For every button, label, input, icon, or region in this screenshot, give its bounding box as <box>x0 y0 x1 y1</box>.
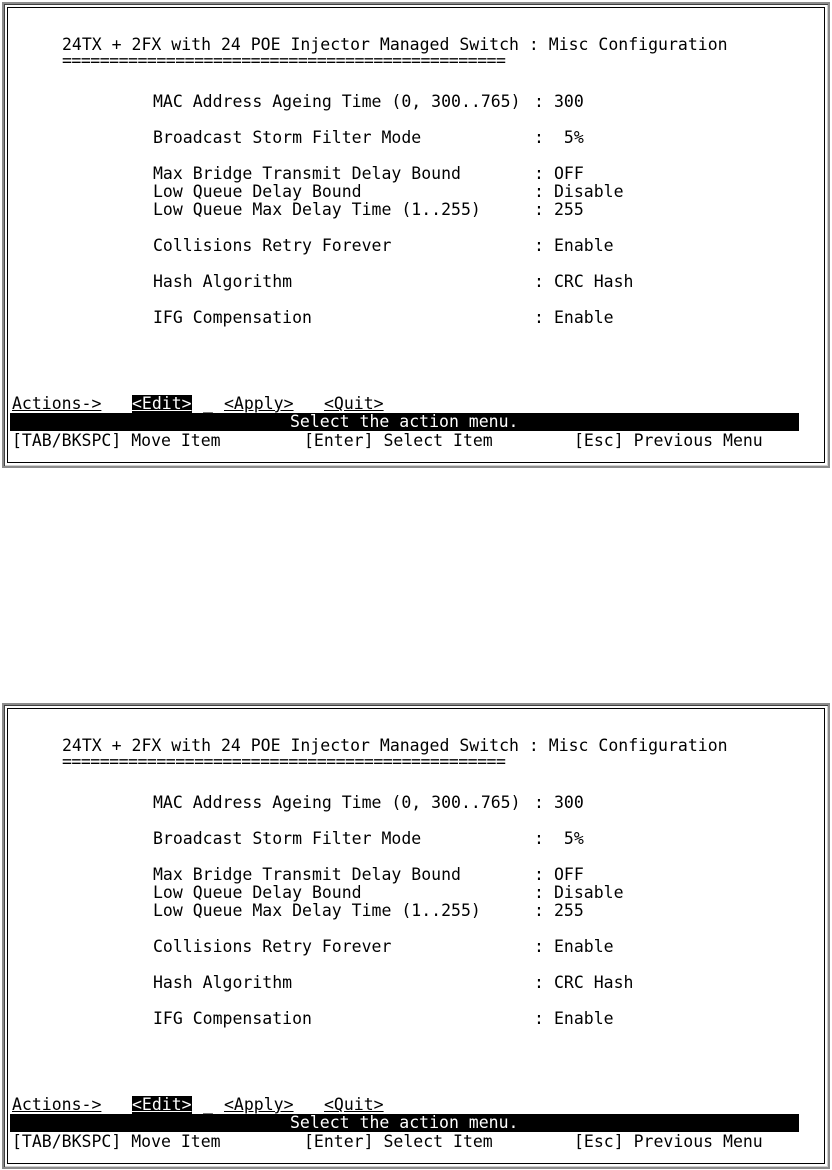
setting-value-broadcast-storm[interactable]: 5% <box>554 829 584 848</box>
setting-value-collisions-retry[interactable]: Enable <box>554 937 614 956</box>
setting-value-low-queue-delay[interactable]: Disable <box>554 182 624 201</box>
terminal-screen-2 <box>2 703 830 1169</box>
setting-sep: : <box>534 92 544 111</box>
status-message: Select the action menu. <box>290 412 519 431</box>
setting-value-max-bridge-delay[interactable]: OFF <box>554 865 584 884</box>
setting-label-max-bridge-delay: Max Bridge Transmit Delay Bound <box>153 164 461 183</box>
edit-action[interactable]: <Edit> <box>132 1095 192 1114</box>
actions-label: Actions-> <box>12 1095 102 1114</box>
terminal-screen-1 <box>2 2 830 468</box>
setting-value-hash-algorithm[interactable]: CRC Hash <box>554 272 634 291</box>
help-select-item: [Enter] Select Item <box>304 1132 493 1151</box>
setting-value-broadcast-storm[interactable]: 5% <box>554 128 584 147</box>
quit-action[interactable]: <Quit> <box>324 1095 384 1114</box>
help-select-item: [Enter] Select Item <box>304 431 493 450</box>
status-bar <box>10 413 799 431</box>
actions-label: Actions-> <box>12 394 102 413</box>
setting-value-low-queue-max-delay[interactable]: 255 <box>554 901 584 920</box>
setting-label-mac-ageing: MAC Address Ageing Time (0, 300..765) <box>153 793 521 812</box>
setting-sep: : <box>534 272 544 291</box>
text-cursor: _ <box>203 394 213 413</box>
page-title: 24TX + 2FX with 24 POE Injector Managed Switch : Misc Configuration <box>62 736 728 755</box>
setting-value-low-queue-delay[interactable]: Disable <box>554 883 624 902</box>
setting-value-mac-ageing[interactable]: 300 <box>554 793 584 812</box>
setting-sep: : <box>534 901 544 920</box>
title-underline: =============================================== <box>62 51 506 70</box>
apply-action[interactable]: <Apply> <box>224 394 294 413</box>
quit-action[interactable]: <Quit> <box>324 394 384 413</box>
terminal-frame <box>7 708 825 1164</box>
apply-action[interactable]: <Apply> <box>224 1095 294 1114</box>
setting-label-broadcast-storm: Broadcast Storm Filter Mode <box>153 829 422 848</box>
setting-label-low-queue-max-delay: Low Queue Max Delay Time (1..255) <box>153 901 481 920</box>
setting-sep: : <box>534 308 544 327</box>
setting-label-max-bridge-delay: Max Bridge Transmit Delay Bound <box>153 865 461 884</box>
setting-sep: : <box>534 1009 544 1028</box>
setting-value-ifg-compensation[interactable]: Enable <box>554 1009 614 1028</box>
terminal-frame <box>7 7 825 463</box>
setting-value-mac-ageing[interactable]: 300 <box>554 92 584 111</box>
page-title: 24TX + 2FX with 24 POE Injector Managed Switch : Misc Configuration <box>62 35 728 54</box>
text-cursor: _ <box>203 1095 213 1114</box>
setting-label-ifg-compensation: IFG Compensation <box>153 1009 312 1028</box>
setting-sep: : <box>534 829 544 848</box>
title-underline: =============================================== <box>62 752 506 771</box>
setting-value-low-queue-max-delay[interactable]: 255 <box>554 200 584 219</box>
setting-label-hash-algorithm: Hash Algorithm <box>153 272 293 291</box>
help-previous-menu: [Esc] Previous Menu <box>574 431 763 450</box>
setting-sep: : <box>534 200 544 219</box>
setting-label-ifg-compensation: IFG Compensation <box>153 308 312 327</box>
help-previous-menu: [Esc] Previous Menu <box>574 1132 763 1151</box>
setting-sep: : <box>534 865 544 884</box>
help-move-item: [TAB/BKSPC] Move Item <box>12 431 221 450</box>
setting-value-collisions-retry[interactable]: Enable <box>554 236 614 255</box>
setting-sep: : <box>534 182 544 201</box>
setting-sep: : <box>534 937 544 956</box>
setting-label-hash-algorithm: Hash Algorithm <box>153 973 293 992</box>
status-message: Select the action menu. <box>290 1113 519 1132</box>
setting-label-collisions-retry: Collisions Retry Forever <box>153 236 392 255</box>
setting-label-mac-ageing: MAC Address Ageing Time (0, 300..765) <box>153 92 521 111</box>
setting-sep: : <box>534 793 544 812</box>
setting-sep: : <box>534 973 544 992</box>
setting-label-low-queue-delay: Low Queue Delay Bound <box>153 182 362 201</box>
setting-value-hash-algorithm[interactable]: CRC Hash <box>554 973 634 992</box>
status-bar <box>10 1114 799 1132</box>
edit-action[interactable]: <Edit> <box>132 394 192 413</box>
setting-value-ifg-compensation[interactable]: Enable <box>554 308 614 327</box>
setting-sep: : <box>534 236 544 255</box>
setting-sep: : <box>534 164 544 183</box>
setting-label-broadcast-storm: Broadcast Storm Filter Mode <box>153 128 422 147</box>
setting-label-low-queue-delay: Low Queue Delay Bound <box>153 883 362 902</box>
setting-label-collisions-retry: Collisions Retry Forever <box>153 937 392 956</box>
help-move-item: [TAB/BKSPC] Move Item <box>12 1132 221 1151</box>
setting-sep: : <box>534 128 544 147</box>
setting-value-max-bridge-delay[interactable]: OFF <box>554 164 584 183</box>
setting-label-low-queue-max-delay: Low Queue Max Delay Time (1..255) <box>153 200 481 219</box>
setting-sep: : <box>534 883 544 902</box>
